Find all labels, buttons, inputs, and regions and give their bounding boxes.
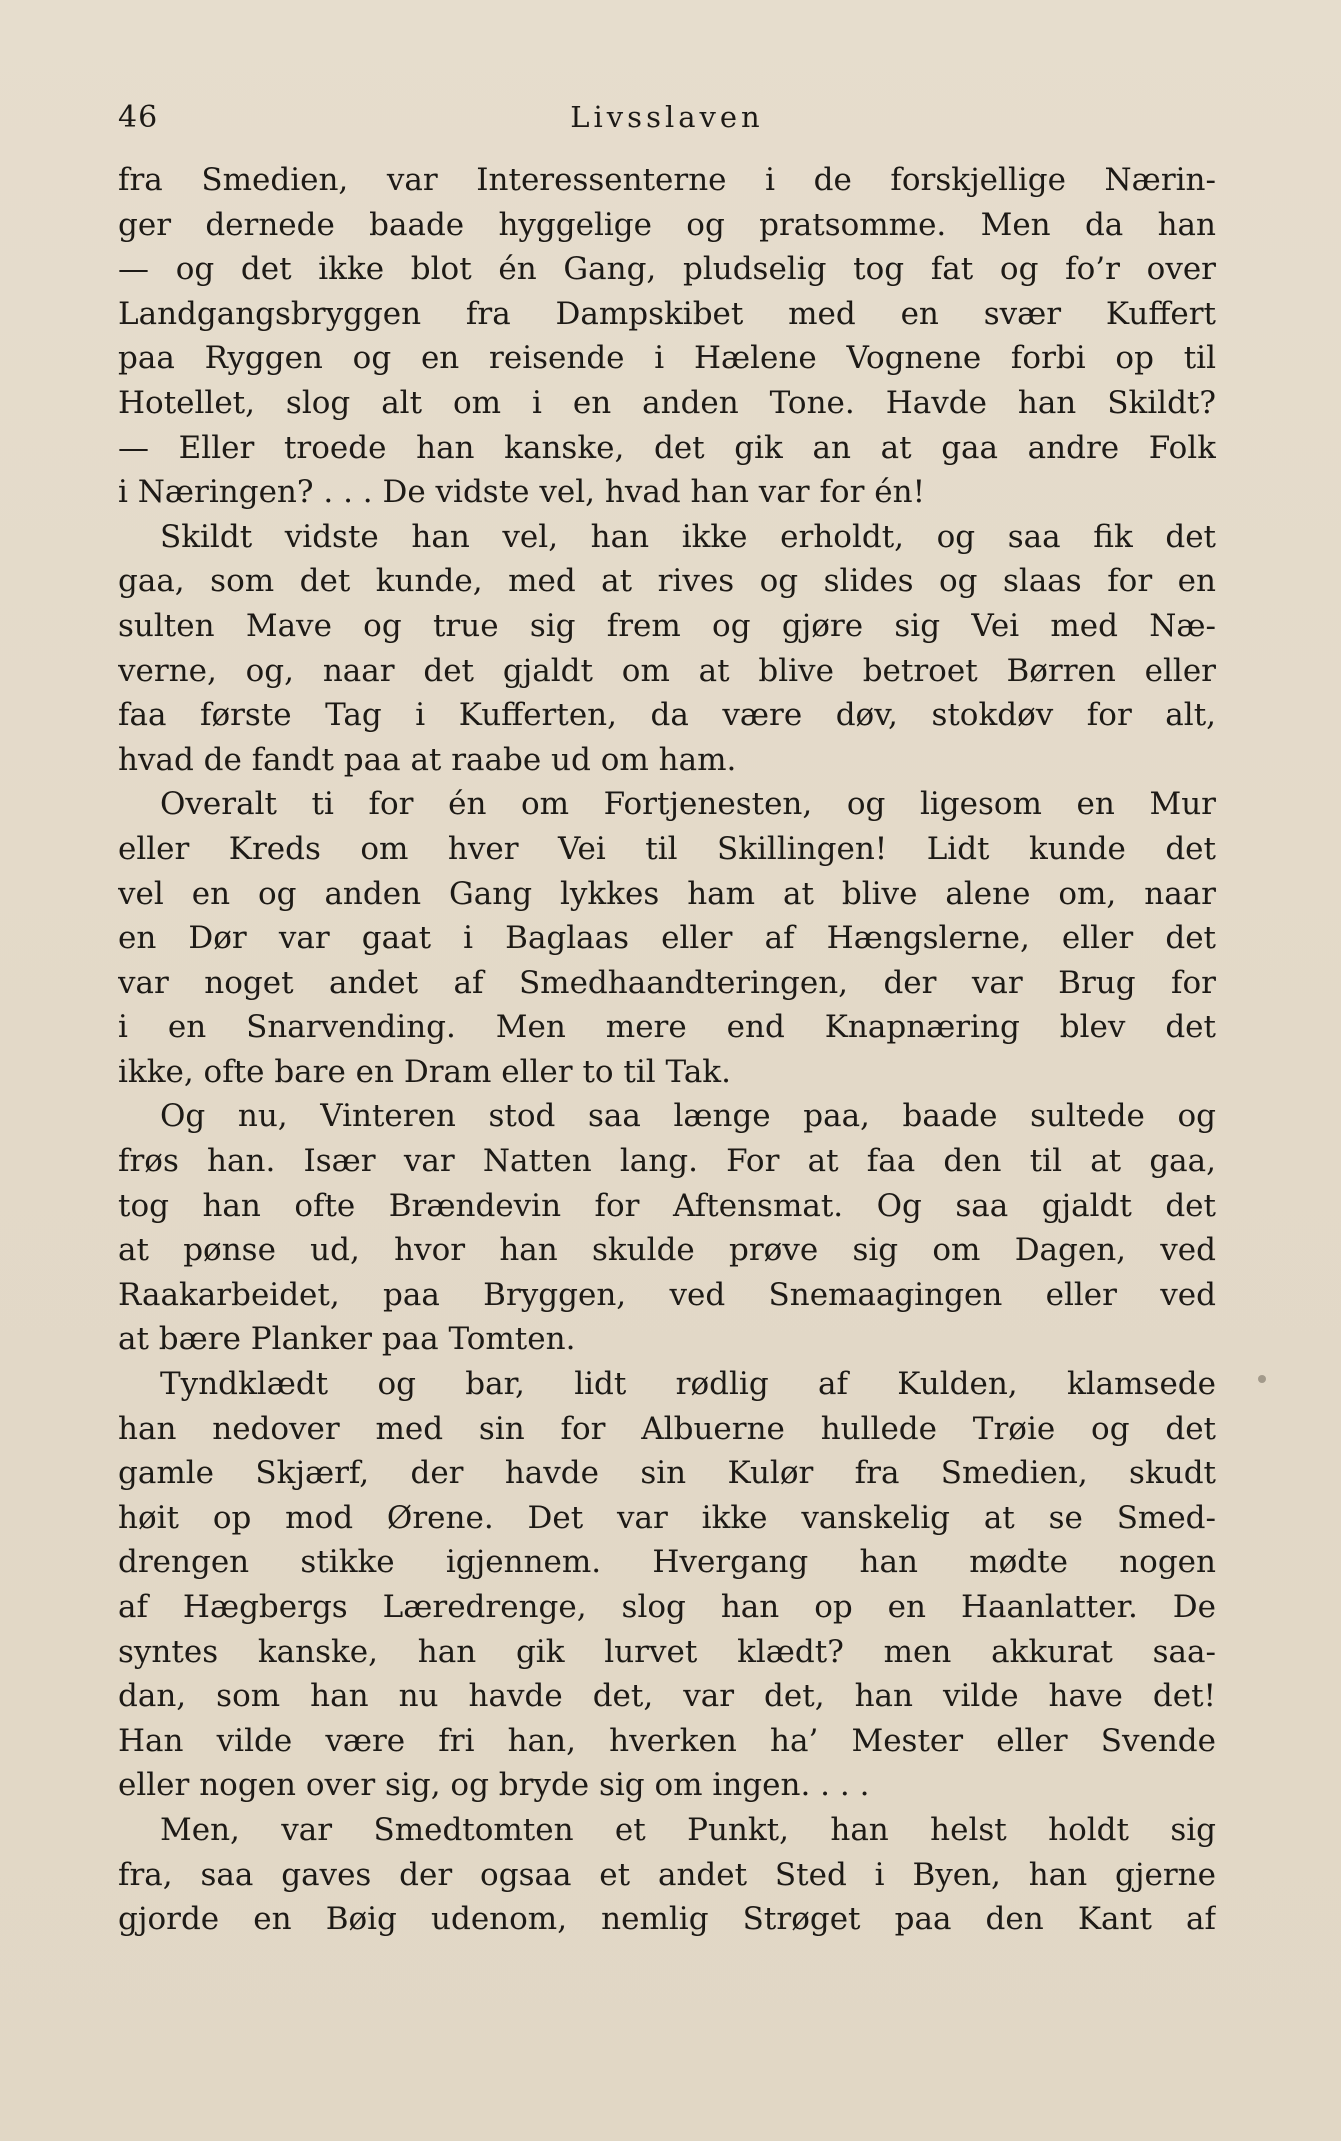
text-line: Han vilde være fri han, hverken ha’ Mester eller Svende <box>118 1722 1216 1759</box>
text-line: i Næringen? . . . De vidste vel, hvad han var for én! <box>118 474 926 511</box>
body-text <box>118 158 1216 1942</box>
paper-speck <box>1258 1375 1266 1383</box>
text-line: gjorde en Bøig udenom, nemlig Strøget paa den Kant af <box>118 1901 1216 1938</box>
text-line: Landgangsbryggen fra Dampskibet med en svær Kuffert <box>118 295 1216 332</box>
page-number: 46 <box>118 100 159 135</box>
paragraph-first-line: Men, var Smedtomten et Punkt, han helst holdt sig <box>160 1811 1216 1848</box>
text-line: dan, som han nu havde det, var det, han vilde have det! <box>118 1678 1216 1715</box>
text-line: eller nogen over sig, og bryde sig om ingen. . . . <box>118 1767 870 1804</box>
text-line: — Eller troede han kanske, det gik an at gaa andre Folk <box>118 429 1216 466</box>
text-line: vel en og anden Gang lykkes ham at blive alene om, naar <box>118 875 1216 912</box>
text-line: høit op mod Ørene. Det var ikke vanskelig at se Smed- <box>118 1499 1216 1536</box>
text-line: syntes kanske, han gik lurvet klædt? men akkurat saa- <box>118 1633 1216 1670</box>
text-line: ger dernede baade hyggelige og pratsomme. Men da han <box>118 206 1216 243</box>
text-line: frøs han. Især var Natten lang. For at faa den til at gaa, <box>118 1143 1216 1180</box>
paragraph-first-line: Tyndklædt og bar, lidt rødlig af Kulden, klamsede <box>160 1366 1216 1403</box>
text-line: sulten Mave og true sig frem og gjøre sig Vei med Næ- <box>118 607 1216 644</box>
text-line: verne, og, naar det gjaldt om at blive betroet Børren eller <box>118 652 1216 689</box>
text-line: at bære Planker paa Tomten. <box>118 1321 576 1358</box>
text-line: fra Smedien, var Interessenterne i de forskjellige Nærin- <box>118 162 1216 198</box>
running-title: Livsslaven <box>570 100 764 134</box>
text-line: en Dør var gaat i Baglaas eller af Hængslerne, eller det <box>118 920 1216 957</box>
text-line: af Hægbergs Læredrenge, slog han op en Haanlatter. De <box>118 1589 1216 1625</box>
text-line: drengen stikke igjennem. Hvergang han mødte nogen <box>118 1544 1216 1581</box>
text-line: Raakarbeidet, paa Bryggen, ved Snemaagingen eller ved <box>118 1276 1216 1313</box>
text-line: var noget andet af Smedhaandteringen, der var Brug for <box>118 964 1216 1001</box>
page-header <box>118 100 1216 146</box>
text-line: faa første Tag i Kufferten, da være døv, stokdøv for alt, <box>118 697 1216 734</box>
text-line: gamle Skjærf, der havde sin Kulør fra Smedien, skudt <box>118 1455 1216 1492</box>
paragraph-first-line: Skildt vidste han vel, han ikke erholdt, og saa fik det <box>160 518 1216 555</box>
text-line: gaa, som det kunde, med at rives og slides og slaas for en <box>118 563 1216 600</box>
text-line: fra, saa gaves der ogsaa et andet Sted i Byen, han gjerne <box>118 1856 1216 1893</box>
text-line: han nedover med sin for Albuerne hullede Trøie og det <box>118 1410 1216 1447</box>
text-line: tog han ofte Brændevin for Aftensmat. Og saa gjaldt det <box>118 1187 1216 1224</box>
text-line: Hotellet, slog alt om i en anden Tone. Havde han Skildt? <box>118 384 1216 421</box>
text-line: ikke, ofte bare en Dram eller to til Tak. <box>118 1053 731 1090</box>
text-line: i en Snarvending. Men mere end Knapnæring blev det <box>118 1009 1216 1046</box>
text-line: hvad de fandt paa at raabe ud om ham. <box>118 741 737 778</box>
paragraph-first-line: Overalt ti for én om Fortjenesten, og ligesom en Mur <box>160 786 1216 823</box>
text-line: paa Ryggen og en reisende i Hælene Vognene forbi op til <box>118 340 1216 377</box>
paragraph-first-line: Og nu, Vinteren stod saa længe paa, baade sultede og <box>160 1098 1216 1135</box>
text-line: eller Kreds om hver Vei til Skillingen! Lidt kunde det <box>118 830 1216 867</box>
text-line: at pønse ud, hvor han skulde prøve sig om Dagen, ved <box>118 1232 1216 1269</box>
text-line: — og det ikke blot én Gang, pludselig tog fat og fo’r over <box>118 251 1216 288</box>
